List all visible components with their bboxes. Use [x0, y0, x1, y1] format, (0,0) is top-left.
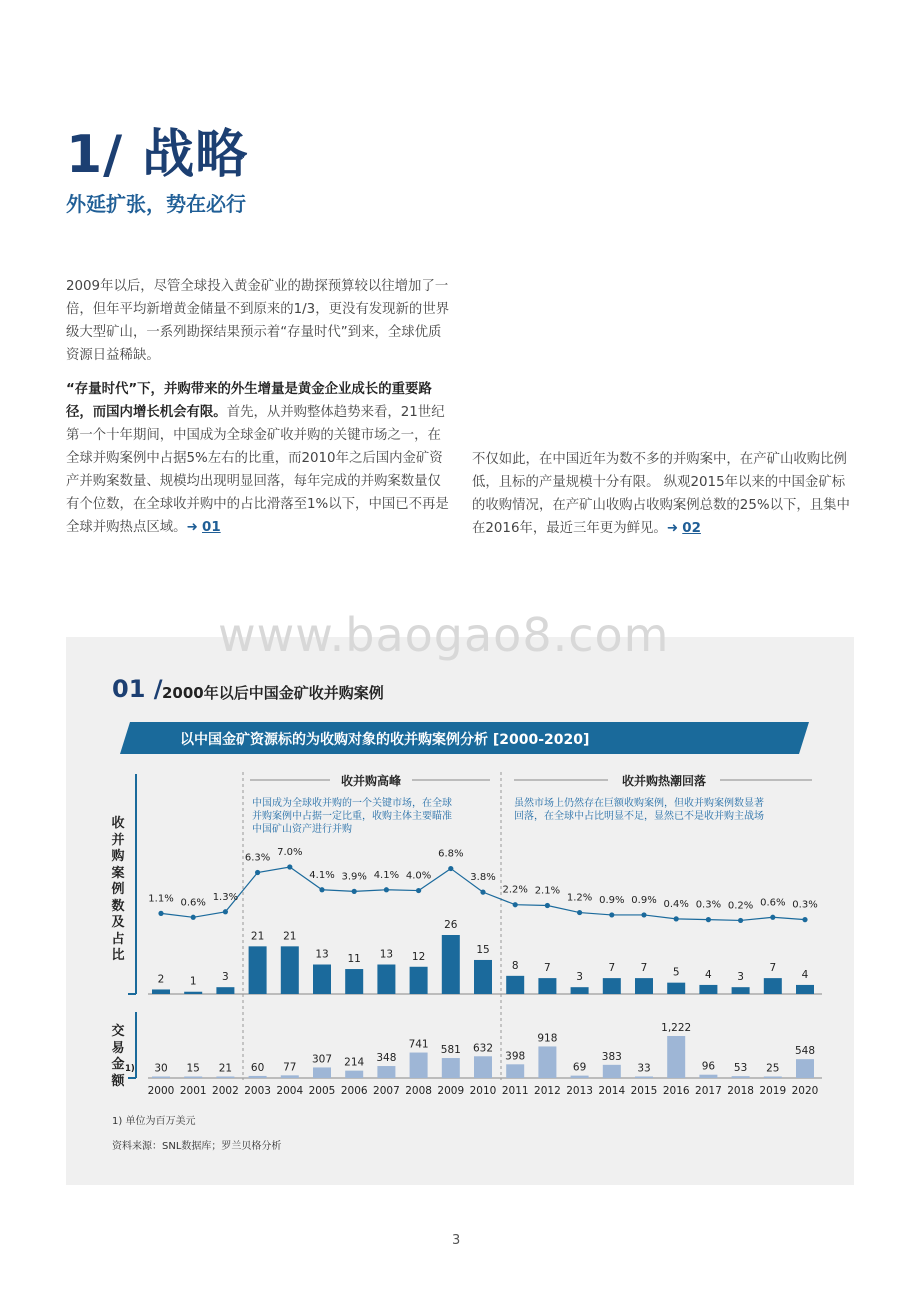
- x-tick-label: 2020: [791, 1085, 819, 1097]
- x-tick-label: 2015: [630, 1085, 658, 1097]
- deal-amount-bar: [699, 1075, 717, 1078]
- page-number: 3: [452, 1233, 461, 1248]
- case-count-label: 7: [544, 962, 551, 975]
- deal-amount-bar: [506, 1064, 524, 1078]
- x-tick-label: 2007: [373, 1085, 400, 1097]
- case-count-label: 21: [283, 930, 297, 943]
- case-count-label: 4: [705, 968, 712, 981]
- case-count-bar: [635, 978, 653, 994]
- deal-amount-bar: [667, 1036, 685, 1078]
- case-count-bar: [216, 987, 234, 994]
- case-count-bar: [603, 978, 621, 994]
- x-tick-label: 2001: [179, 1085, 207, 1097]
- deal-amount-label: 214: [344, 1056, 365, 1069]
- x-tick-label: 2012: [534, 1085, 561, 1097]
- share-point: [480, 890, 485, 895]
- deal-amount-label: 1,222: [661, 1022, 692, 1034]
- share-label: 1.3%: [212, 891, 239, 903]
- figure-title: 2000年以后中国金矿收并购案例: [162, 684, 384, 702]
- x-tick-label: 2009: [437, 1085, 465, 1097]
- deal-amount-bar: [313, 1067, 331, 1078]
- share-point: [641, 912, 646, 917]
- share-point: [158, 911, 163, 916]
- share-point: [287, 864, 292, 869]
- share-point: [352, 889, 357, 894]
- period2-title: 收并购热潮回落: [621, 774, 707, 788]
- case-count-bar: [410, 967, 428, 994]
- figure-ref-02-link[interactable]: 02: [682, 521, 701, 536]
- x-tick-label: 2003: [244, 1085, 271, 1097]
- deal-amount-label: 307: [311, 1053, 333, 1066]
- share-point: [706, 917, 711, 922]
- share-label: 0.9%: [599, 894, 625, 906]
- paragraph-3-text: 不仅如此，在中国近年为数不多的并购案中，在产矿山收购比例低，且标的产量规模十分有限。 纵观2015年以来的中国金矿标的收购情况，在产矿山收购占收购案例总数的25%以下，且集中在2016年，最近三年更为鲜见。: [472, 452, 850, 536]
- case-count-bar: [796, 985, 814, 994]
- deal-amount-label: 77: [283, 1061, 297, 1074]
- deal-amount-bar: [635, 1077, 653, 1079]
- case-count-label: 8: [511, 959, 519, 972]
- deal-amount-bar: [377, 1066, 395, 1078]
- case-count-label: 13: [315, 948, 329, 961]
- case-count-bar: [506, 976, 524, 994]
- share-point: [802, 917, 807, 922]
- y-axis-label-amount: 交易金额: [111, 1024, 125, 1089]
- x-tick-label: 2010: [469, 1085, 497, 1097]
- case-count-label: 5: [672, 966, 680, 979]
- deal-amount-label: 581: [440, 1044, 461, 1057]
- case-count-label: 3: [222, 971, 229, 984]
- share-point: [738, 918, 743, 923]
- period1-note-line-3: 中国矿山资产进行并购: [252, 824, 352, 835]
- x-tick-label: 2004: [276, 1085, 304, 1097]
- share-label: 1.2%: [566, 892, 593, 904]
- share-point: [674, 916, 679, 921]
- deal-amount-label: 25: [766, 1062, 780, 1075]
- share-point: [416, 888, 421, 893]
- period2-note-line-1: 虽然市场上仍然存在巨额收购案例，但收并购案例数显著: [514, 798, 764, 809]
- x-axis-year-labels: [148, 1085, 819, 1097]
- share-label: 4.1%: [373, 869, 400, 881]
- x-tick-label: 2013: [566, 1085, 593, 1097]
- paragraph-2-text: 首先，从并购整体趋势来看，21世纪第一个十年期间，中国成为全球金矿收并购的关键市场之一，在全球并购案例中占据5%左右的比重，而2010年之后国内金矿资产并购案数量、规模均出现明显回落，每年完成的并购案数量仅有个位数，在全球收并购中的占比滑落至1%以下，中国已不再是全球并购热点区域。: [66, 405, 449, 535]
- share-label: 6.8%: [438, 848, 464, 860]
- share-point: [384, 887, 389, 892]
- case-count-bar: [152, 989, 170, 994]
- period1-title: 收并购高峰: [340, 774, 402, 788]
- share-label: 0.6%: [180, 897, 206, 909]
- case-count-bar: [281, 946, 299, 994]
- share-label: 4.1%: [309, 869, 335, 881]
- case-count-bar: [474, 960, 492, 994]
- case-count-label: 4: [801, 968, 809, 981]
- case-count-bar: [732, 987, 750, 994]
- figure-ref-01-link[interactable]: 01: [202, 520, 221, 535]
- share-point: [513, 902, 518, 907]
- case-count-label: 3: [737, 971, 744, 984]
- deal-amount-bar: [184, 1077, 202, 1079]
- share-point: [770, 915, 775, 920]
- deal-amount-label: 918: [537, 1032, 558, 1045]
- x-tick-label: 2016: [662, 1085, 690, 1097]
- period1-note-line-2: 并购案例中占据一定比重，收购主体主要瞄准: [252, 811, 452, 822]
- x-tick-label: 2006: [340, 1085, 368, 1097]
- share-point: [609, 912, 614, 917]
- deal-amount-bar: [603, 1065, 621, 1078]
- case-count-bar: [345, 969, 363, 994]
- page-subtitle: 外延扩张，势在必行: [66, 192, 246, 216]
- share-label: 2.2%: [502, 884, 528, 896]
- deal-amount-label: 33: [637, 1062, 651, 1075]
- deal-amount-bar: [732, 1076, 750, 1078]
- case-count-bar: [377, 965, 395, 995]
- share-label: 3.8%: [470, 872, 496, 884]
- share-point: [577, 910, 582, 915]
- deal-amount-bar: [216, 1077, 234, 1079]
- page-title: 1/ 战略: [66, 125, 249, 185]
- y-axis-label-cases: 收并购案例数及占比: [111, 816, 125, 963]
- x-tick-label: 2002: [212, 1085, 239, 1097]
- deal-amount-bar: [281, 1075, 299, 1078]
- arrow-right-icon: ➜: [186, 520, 198, 535]
- share-label: 0.3%: [695, 899, 722, 911]
- case-count-label: 11: [347, 953, 361, 966]
- case-count-label: 2: [157, 973, 165, 986]
- deal-amount-label: 741: [408, 1038, 429, 1051]
- share-label: 4.0%: [405, 870, 432, 882]
- deal-amount-label: 69: [572, 1061, 587, 1074]
- share-label: 0.3%: [792, 899, 818, 911]
- x-tick-label: 2011: [501, 1085, 529, 1097]
- share-label: 7.0%: [277, 847, 303, 858]
- deal-amount-bar: [410, 1053, 428, 1078]
- case-count-bar: [249, 946, 267, 994]
- share-label: 6.3%: [244, 852, 271, 864]
- deal-amount-bar: [474, 1056, 492, 1078]
- case-count-bar: [571, 987, 589, 994]
- case-count-label: 12: [411, 950, 426, 963]
- deal-amount-label: 30: [154, 1062, 168, 1075]
- case-count-bar: [184, 992, 202, 994]
- deal-amount-bar: [571, 1076, 589, 1078]
- deal-amount-bar: [538, 1046, 556, 1078]
- period2-note-line-2: 回落，在全球中占比明显不足，显然已不是收并购主战场: [514, 811, 764, 822]
- case-count-bar: [667, 983, 685, 994]
- share-label: 0.4%: [663, 898, 689, 910]
- deal-amount-label: 398: [505, 1050, 526, 1063]
- case-count-label: 7: [640, 962, 648, 975]
- share-point: [545, 903, 550, 908]
- case-count-bar: [538, 978, 556, 994]
- deal-amount-label: 60: [250, 1061, 265, 1074]
- share-point: [255, 870, 260, 875]
- x-tick-label: 2000: [147, 1085, 175, 1097]
- figure-number: 01 /: [112, 675, 163, 703]
- deal-amount-bar: [442, 1058, 460, 1078]
- share-label: 3.9%: [341, 871, 367, 883]
- x-tick-label: 2017: [695, 1085, 722, 1097]
- case-count-label: 3: [576, 971, 583, 984]
- share-point: [191, 915, 196, 920]
- x-tick-label: 2018: [727, 1085, 754, 1097]
- deal-amount-label: 632: [472, 1042, 494, 1055]
- watermark: www.baogao8.com: [218, 608, 670, 662]
- deal-amount-bar: [345, 1071, 363, 1078]
- deal-amount-label: 348: [376, 1052, 397, 1065]
- figure-banner-text: 以中国金矿资源标的为收购对象的收并购案例分析 [2000-2020]: [180, 732, 590, 748]
- paragraph-2-lead: “存量时代”下，并购带来的外生增量是黄金企业成长的重要路径，而国内增长机会有限。: [66, 382, 432, 420]
- figure-footnote: 1) 单位为百万美元: [112, 1116, 196, 1127]
- case-count-label: 13: [379, 948, 394, 961]
- case-count-label: 7: [769, 962, 777, 975]
- x-tick-label: 2005: [308, 1085, 336, 1097]
- case-count-label: 21: [250, 930, 265, 943]
- share-point: [319, 887, 324, 892]
- deal-amount-bar: [249, 1076, 267, 1078]
- deal-amount-label: 96: [701, 1060, 716, 1073]
- x-tick-label: 2014: [598, 1085, 626, 1097]
- case-count-label: 15: [476, 943, 490, 956]
- deal-amount-label: 15: [186, 1062, 200, 1075]
- share-label: 1.1%: [148, 893, 174, 905]
- case-count-label: 7: [608, 962, 616, 975]
- case-count-bar: [699, 985, 717, 994]
- figure-source: 资料来源：SNL数据库；罗兰贝格分析: [112, 1141, 282, 1152]
- deal-amount-bar: [764, 1077, 782, 1079]
- deal-amount-label: 548: [794, 1045, 816, 1058]
- deal-amount-bar: [796, 1059, 814, 1078]
- case-count-label: 26: [444, 919, 458, 931]
- deal-amount-label: 53: [733, 1062, 748, 1075]
- deal-amount-bar: [152, 1077, 170, 1079]
- case-count-label: 1: [189, 975, 197, 988]
- x-tick-label: 2008: [405, 1085, 432, 1097]
- deal-amount-label: 383: [601, 1050, 622, 1063]
- period1-note-line-1: 中国成为全球收并购的一个关键市场，在全球: [252, 798, 452, 809]
- share-label: 0.9%: [631, 894, 657, 906]
- share-series: [148, 847, 817, 923]
- share-label: 0.6%: [760, 897, 786, 909]
- x-tick-label: 2019: [759, 1085, 787, 1097]
- case-count-bar: [442, 935, 460, 994]
- case-count-series: [152, 919, 814, 994]
- y-axis-label-amount-sup: 1): [125, 1064, 135, 1074]
- deal-amount-label: 21: [218, 1062, 233, 1075]
- deal-amount-series: [152, 1022, 815, 1078]
- arrow-right-icon: ➜: [666, 521, 678, 536]
- share-point: [223, 909, 228, 914]
- share-label: 0.2%: [727, 900, 754, 912]
- share-label: 2.1%: [534, 885, 561, 897]
- case-count-bar: [313, 965, 331, 995]
- case-count-bar: [764, 978, 782, 994]
- share-point: [448, 866, 453, 871]
- body-paragraph-1: 2009年以后，尽管全球投入黄金矿业的勘探预算较以往增加了一倍，但年平均新增黄金储量不到原来的1/3，更没有发现新的世界级大型矿山，一系列勘探结果预示着“存量时代”到来，全球优质资源日益稀缺。: [66, 279, 450, 363]
